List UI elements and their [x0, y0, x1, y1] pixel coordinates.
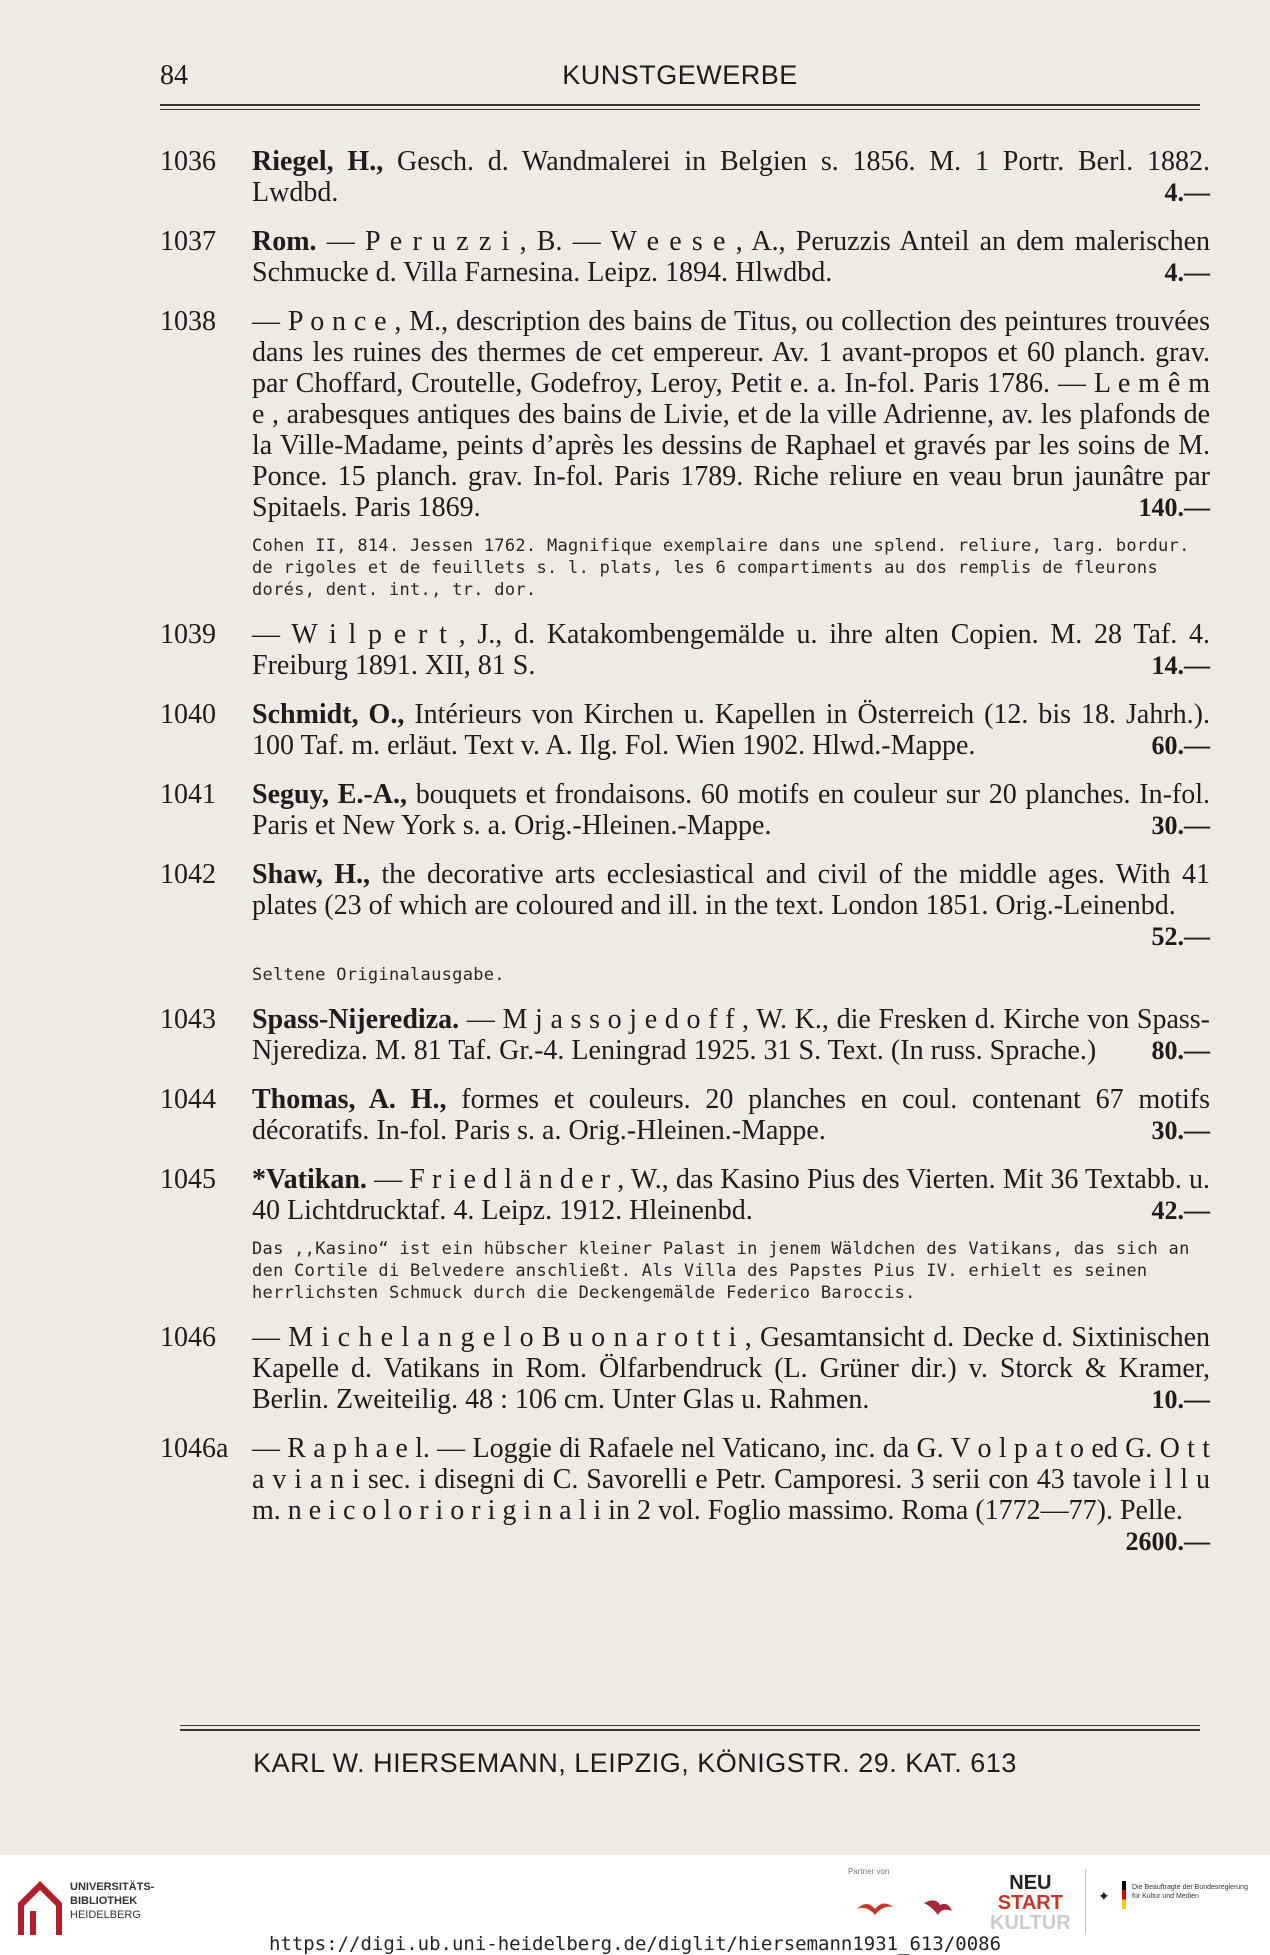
entry-text: *Vatikan. — F r i e d l ä n d e r , W., das Kasino Pius des Vierten. Mit 36 Textabb. u. 40 Lichtdrucktaf. 4. Leipz. 1912. Hleinenbd. 42.— — [252, 1164, 1210, 1226]
catalog-entry — [160, 306, 1210, 523]
entry-text: — P o n c e , M., description des bains de Titus, ou collection des peintures trouvées dans les ruines des thermes de cet empereur. Av. 1 avant-propos et 60 planch. grav. par Choffard, Croutelle, Godefroy, Leroy, Petit e. a. In-fol. Paris 1786. — L e m ê m e , arabesques antiques des bains de Livie, et de la ville Adrienne, av. les plafonds de la Ville-Madame, peints d’après les dessins de Raphael et gravés par les soins de M. Ponce. 15 planch. grav. In-fol. Paris 1789. Riche reliure en veau brun jaunâtre par Spitaels. Paris 1869. 140.— — [252, 306, 1210, 523]
university-library-logo-icon — [10, 1877, 62, 1939]
entry-price: 52.— — [1151, 922, 1210, 951]
entry-text: — M i c h e l a n g e l o B u o n a r o t t i , Gesamtansicht d. Decke d. Sixtinischen Kapelle d. Vatikans in Rom. Ölfarbendruck (L. Grüner dir.) v. Storck & Kramer, Berlin. Zweiteilig. 48 : 106 cm. Unter Glas u. Rahmen. 10.— — [252, 1322, 1210, 1415]
entry-note: Seltene Originalausgabe. — [252, 965, 505, 985]
neustart-kultur-logo: NEU START KULTUR — [990, 1872, 1071, 1934]
entry-note: Cohen II, 814. Jessen 1762. Magnifique exemplaire dans une splend. reliure, larg. bordur. de rigoles et de feuillets s. l. plats, les 6 compartiments au dos remplis de fleurons dorés, dent. int., tr. dor. — [252, 536, 1190, 600]
entry-price: 30.— — [1151, 1116, 1210, 1145]
catalog-entry — [160, 699, 1210, 761]
entry-body — [252, 1084, 1210, 1146]
entry-number: 1036 — [160, 146, 216, 177]
entry-number: 1041 — [160, 779, 216, 810]
entry-number: 1038 — [160, 306, 216, 337]
permalink-url[interactable]: https://digi.ub.uni-heidelberg.de/diglit/hiersemann1931_613/0086 — [268, 1933, 1002, 1955]
viewer-footer — [0, 1855, 1270, 1955]
catalog-entry — [160, 1004, 1210, 1066]
entry-body — [252, 226, 1210, 288]
entry-body — [252, 859, 1210, 952]
entry-price: 60.— — [1151, 731, 1210, 760]
entry-text: Seguy, E.-A., bouquets et frondaisons. 60 motifs en couleur sur 20 planches. In-fol. Paris et New York s. a. Orig.-Hleinen.-Mappe. 30.— — [252, 779, 1210, 841]
catalog-entry — [160, 779, 1210, 841]
government-sponsor-logo: ✦ Die Beauftragte der Bundesregierung für Kultur und Medien — [1085, 1869, 1260, 1933]
entry-body — [252, 146, 1210, 208]
publisher-line: KARL W. HIERSEMANN, LEIPZIG, KÖNIGSTR. 29. KAT. 613 — [253, 1748, 1017, 1778]
entry-number: 1040 — [160, 699, 216, 730]
catalog-entry — [160, 1084, 1210, 1146]
entry-price: 42.— — [1151, 1196, 1210, 1225]
header-rule — [160, 104, 1200, 110]
entry-body — [252, 1433, 1210, 1557]
entry-note: Das ,,Kasino“ ist ein hübscher kleiner Palast in jenem Wäldchen des Vatikans, das sich an den Cortile di Belvedere anschließt. Als Villa des Papstes Pius IV. erhielt es seinen herrlichsten Schmuck durch die Deckengemälde Federico Baroccis. — [252, 1239, 1190, 1303]
entry-number: 1046 — [160, 1322, 216, 1353]
partner-dragon-logo-icon — [920, 1895, 956, 1921]
entry-price: 30.— — [1151, 811, 1210, 840]
running-title: KUNSTGEWERBE — [562, 60, 798, 90]
catalog-entry — [160, 1164, 1210, 1226]
entry-text: Schmidt, O., Intérieurs von Kirchen u. Kapellen in Österreich (12. bis 18. Jahrh.). 100 Taf. m. erläut. Text v. A. Ilg. Fol. Wien 1902. Hlwd.-Mappe. 60.— — [252, 699, 1210, 761]
entry-number: 1043 — [160, 1004, 216, 1035]
entry-body — [252, 1004, 1210, 1066]
entry-number: 1045 — [160, 1164, 216, 1195]
footer-rule — [180, 1725, 1200, 1731]
library-name: UNIVERSITÄTS- BIBLIOTHEK HEIDELBERG — [70, 1881, 155, 1921]
entry-price: 140.— — [1138, 493, 1210, 522]
federal-eagle-icon: ✦ — [1098, 1890, 1110, 1905]
catalog-entry — [160, 146, 1210, 208]
entry-number: 1037 — [160, 226, 216, 257]
entry-price: 2600.— — [1125, 1527, 1210, 1556]
entry-text: Rom. — P e r u z z i , B. — W e e s e , A., Peruzzis Anteil an dem malerischen Schmucke d. Villa Farnesina. Leipz. 1894. Hlwdbd. 4.— — [252, 226, 1210, 288]
entry-price: 80.— — [1151, 1036, 1210, 1065]
partner-label: Partner von — [848, 1867, 890, 1876]
partner-bird-logo-icon — [855, 1895, 895, 1921]
catalog-entry — [160, 1433, 1210, 1557]
page-number: 84 — [160, 60, 188, 91]
page-header — [160, 60, 1200, 110]
entry-text: Shaw, H., the decorative arts ecclesiastical and civil of the middle ages. With 41 plates (23 of which are coloured and ill. in the text. London 1851. Orig.-Leinenbd. 52.— — [252, 859, 1210, 951]
entry-number: 1046a — [160, 1433, 229, 1464]
entry-body — [252, 779, 1210, 841]
flag-stripe-icon — [1122, 1881, 1126, 1909]
entry-body — [252, 1322, 1210, 1415]
entry-price: 4.— — [1164, 258, 1210, 287]
catalog-entry — [160, 859, 1210, 952]
entry-price: 4.— — [1164, 178, 1210, 207]
entry-text: — W i l p e r t , J., d. Katakombengemälde u. ihre alten Copien. M. 28 Taf. 4. Freiburg 1891. XII, 81 S. 14.— — [252, 619, 1210, 681]
entry-body — [252, 1164, 1210, 1226]
entry-body — [252, 306, 1210, 523]
entry-number: 1042 — [160, 859, 216, 890]
catalog-entry — [160, 619, 1210, 681]
entry-body — [252, 619, 1210, 681]
catalog-entry — [160, 226, 1210, 288]
entry-text: Spass-Nijerediza. — M j a s s o j e d o f f , W. K., die Fresken d. Kirche von Spass-Njerediza. M. 81 Taf. Gr.-4. Leningrad 1925. 31 S. Text. (In russ. Sprache.) 80.— — [252, 1004, 1210, 1066]
entry-text: Thomas, A. H., formes et couleurs. 20 planches en coul. contenant 67 motifs décoratifs. In-fol. Paris s. a. Orig.-Hleinen.-Mappe. 30.— — [252, 1084, 1210, 1146]
entry-number: 1039 — [160, 619, 216, 650]
entry-body — [252, 699, 1210, 761]
entry-price: 14.— — [1151, 651, 1210, 680]
catalog-entry — [160, 1322, 1210, 1415]
entry-text: — R a p h a e l. — Loggie di Rafaele nel Vaticano, inc. da G. V o l p a t o ed G. O t t a v i a n i sec. i disegni di C. Savorelli e Petr. Camporesi. 3 serii con 43 tavole i l l u m. n e i c o l o r i o r i g i n a l i in 2 vol. Foglio massimo. Roma (1772—77). Pelle. 2600.— — [252, 1433, 1210, 1556]
catalog-entries — [160, 146, 1210, 1575]
entry-number: 1044 — [160, 1084, 216, 1115]
entry-text: Riegel, H., Gesch. d. Wandmalerei in Belgien s. 1856. M. 1 Portr. Berl. 1882. Lwdbd. 4.— — [252, 146, 1210, 208]
entry-price: 10.— — [1151, 1385, 1210, 1414]
